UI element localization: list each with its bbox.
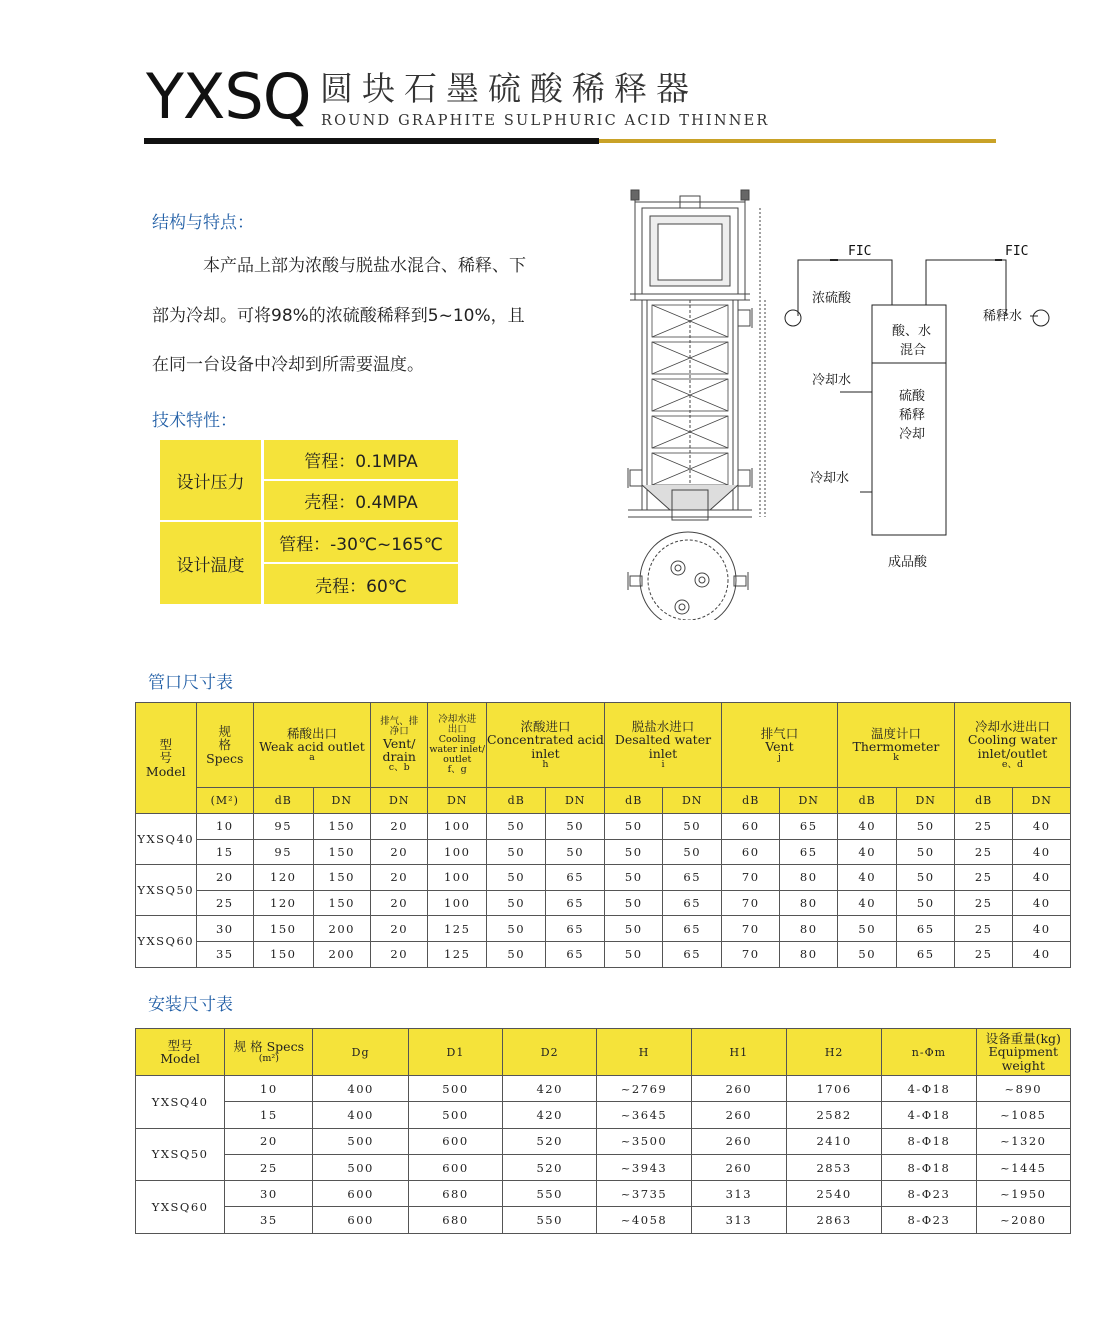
table-cell: 80 bbox=[780, 865, 837, 891]
table-cell: 30 bbox=[225, 1181, 313, 1207]
table-cell: 65 bbox=[663, 916, 722, 942]
table-cell: 125 bbox=[428, 916, 487, 942]
table-cell: 420 bbox=[503, 1076, 597, 1102]
table-cell: 125 bbox=[428, 941, 487, 967]
table-cell: 680 bbox=[408, 1181, 502, 1207]
table-cell: 8-Φ23 bbox=[882, 1207, 976, 1233]
sub-header: dB bbox=[954, 788, 1013, 814]
table-cell: 600 bbox=[408, 1128, 502, 1154]
table-row bbox=[136, 1128, 1071, 1154]
table-cell: ~3735 bbox=[597, 1181, 691, 1207]
install-header-h2: H2 bbox=[786, 1029, 881, 1076]
install-header-dg: Dg bbox=[313, 1029, 408, 1076]
box-label-3: 冷却 bbox=[899, 427, 926, 442]
table-cell: 40 bbox=[837, 839, 897, 865]
table-cell: 50 bbox=[604, 890, 663, 916]
sub-header: dB bbox=[837, 788, 897, 814]
table-cell: 65 bbox=[897, 916, 954, 942]
table-cell: 80 bbox=[780, 890, 837, 916]
sub-header: DN bbox=[313, 788, 370, 814]
table-cell: 150 bbox=[313, 865, 370, 891]
table-cell: 4-Φ18 bbox=[882, 1076, 976, 1102]
table-row bbox=[136, 814, 1071, 840]
table-cell: 550 bbox=[503, 1207, 597, 1233]
pressure-shell: 壳程：0.4MPA bbox=[264, 481, 458, 520]
table-cell: 65 bbox=[546, 865, 605, 891]
table-cell: 50 bbox=[486, 814, 546, 840]
table-cell: 15 bbox=[196, 839, 253, 865]
table-cell: 80 bbox=[780, 941, 837, 967]
table-row bbox=[136, 1207, 1071, 1233]
model-cell: YXSQ50 bbox=[136, 1128, 225, 1181]
table-cell: 550 bbox=[503, 1181, 597, 1207]
table-cell: 680 bbox=[408, 1207, 502, 1233]
model-cell: YXSQ40 bbox=[136, 1076, 225, 1129]
table-cell: 4-Φ18 bbox=[882, 1102, 976, 1128]
fic-label-2: FIC bbox=[1005, 244, 1029, 259]
table-cell: 600 bbox=[313, 1181, 408, 1207]
table-cell: 313 bbox=[691, 1181, 786, 1207]
fic-label-1: FIC bbox=[848, 244, 872, 259]
tech-spec-box bbox=[160, 440, 458, 604]
install-header-h1: H1 bbox=[691, 1029, 786, 1076]
install-header-model: 型号 Model bbox=[136, 1029, 225, 1076]
table-cell: 50 bbox=[604, 916, 663, 942]
pressure-label: 设计压力 bbox=[160, 440, 261, 520]
table-cell: 120 bbox=[254, 890, 314, 916]
header-conc-acid: 浓酸进口 Concentrated acid inlet h bbox=[486, 703, 604, 788]
sub-header: DN bbox=[546, 788, 605, 814]
table-cell: 50 bbox=[837, 916, 897, 942]
table-cell: 50 bbox=[897, 839, 954, 865]
table-row bbox=[136, 890, 1071, 916]
table-cell: 65 bbox=[663, 941, 722, 967]
table-cell: 40 bbox=[837, 890, 897, 916]
table-cell: 95 bbox=[254, 839, 314, 865]
pressure-tube: 管程：0.1MPA bbox=[264, 440, 458, 479]
table-cell: 50 bbox=[663, 839, 722, 865]
install-header-d2: D2 bbox=[503, 1029, 597, 1076]
table-cell: 100 bbox=[428, 865, 487, 891]
table-cell: 20 bbox=[370, 839, 427, 865]
table-cell: 40 bbox=[837, 865, 897, 891]
table-cell: ~2080 bbox=[976, 1207, 1070, 1233]
install-header-n-phi: n-Φm bbox=[882, 1029, 976, 1076]
table-cell: 100 bbox=[428, 890, 487, 916]
table-cell: 150 bbox=[313, 814, 370, 840]
table-cell: 40 bbox=[1013, 839, 1071, 865]
table-cell: 120 bbox=[254, 865, 314, 891]
table-cell: ~1320 bbox=[976, 1128, 1070, 1154]
table-cell: 500 bbox=[313, 1154, 408, 1180]
header-specs-unit: (M²) bbox=[196, 788, 253, 814]
table-row bbox=[136, 1181, 1071, 1207]
table-cell: 60 bbox=[721, 839, 780, 865]
table-cell: 25 bbox=[196, 890, 253, 916]
table-cell: 70 bbox=[721, 865, 780, 891]
model-cell: YXSQ60 bbox=[136, 916, 197, 967]
product-acid-label: 成品酸 bbox=[888, 555, 928, 570]
table-cell: 65 bbox=[780, 814, 837, 840]
sub-header: DN bbox=[663, 788, 722, 814]
table-cell: 70 bbox=[721, 916, 780, 942]
install-table-body bbox=[136, 1076, 1071, 1234]
sub-header: DN bbox=[370, 788, 427, 814]
table-cell: 65 bbox=[897, 941, 954, 967]
table-cell: 40 bbox=[1013, 865, 1071, 891]
table-cell: 50 bbox=[486, 890, 546, 916]
table-cell: 40 bbox=[1013, 916, 1071, 942]
table-cell: 8-Φ18 bbox=[882, 1128, 976, 1154]
table-cell: 20 bbox=[196, 865, 253, 891]
table-cell: 65 bbox=[546, 941, 605, 967]
dilute-water-label: 稀释水 bbox=[983, 309, 1023, 324]
table-row bbox=[136, 839, 1071, 865]
install-header-h: H bbox=[597, 1029, 691, 1076]
header-vent-drain: 排气、排 净口 Vent/ drain c、b bbox=[370, 703, 427, 788]
table-cell: 70 bbox=[721, 890, 780, 916]
column-drawing bbox=[628, 190, 765, 620]
product-code: YXSQ bbox=[146, 60, 311, 133]
table-cell: 8-Φ18 bbox=[882, 1154, 976, 1180]
table-cell: 25 bbox=[954, 814, 1013, 840]
table-cell: 50 bbox=[486, 865, 546, 891]
nozzle-table bbox=[135, 702, 1071, 968]
install-header-weight: 设备重量(kg) Equipment weight bbox=[976, 1029, 1070, 1076]
table-cell: 35 bbox=[225, 1207, 313, 1233]
table-cell: 50 bbox=[897, 814, 954, 840]
header-thermometer: 温度计口 Thermometer k bbox=[837, 703, 954, 788]
table-cell: 400 bbox=[313, 1076, 408, 1102]
table-cell: 50 bbox=[546, 839, 605, 865]
table-cell: ~4058 bbox=[597, 1207, 691, 1233]
table-cell: 25 bbox=[954, 890, 1013, 916]
mix-label-2: 混合 bbox=[900, 343, 927, 358]
model-cell: YXSQ60 bbox=[136, 1181, 225, 1234]
table-cell: 600 bbox=[408, 1154, 502, 1180]
table-cell: 20 bbox=[370, 916, 427, 942]
table-cell: 50 bbox=[486, 916, 546, 942]
table-cell: 260 bbox=[691, 1128, 786, 1154]
header-specs: 规 格 Specs bbox=[196, 703, 253, 788]
table-cell: 100 bbox=[428, 814, 487, 840]
table-cell: 50 bbox=[897, 890, 954, 916]
table-cell: 50 bbox=[604, 941, 663, 967]
temp-tube: 管程：-30℃~165℃ bbox=[264, 522, 458, 562]
features-line-2: 部为冷却。可将98%的浓硫酸稀释到5~10%，且 bbox=[152, 306, 525, 326]
table-cell: 600 bbox=[313, 1207, 408, 1233]
table-cell: 50 bbox=[604, 865, 663, 891]
table-cell: 50 bbox=[837, 941, 897, 967]
table-cell: 60 bbox=[721, 814, 780, 840]
table-cell: ~1085 bbox=[976, 1102, 1070, 1128]
table-cell: 500 bbox=[313, 1128, 408, 1154]
table-cell: 65 bbox=[546, 890, 605, 916]
table-cell: 2863 bbox=[786, 1207, 881, 1233]
table-cell: 260 bbox=[691, 1102, 786, 1128]
model-cell: YXSQ50 bbox=[136, 865, 197, 916]
nozzle-table-heading: 管口尺寸表 bbox=[148, 673, 233, 693]
table-cell: 65 bbox=[663, 865, 722, 891]
table-cell: 200 bbox=[313, 941, 370, 967]
table-cell: ~3943 bbox=[597, 1154, 691, 1180]
table-cell: 150 bbox=[313, 839, 370, 865]
table-cell: 2582 bbox=[786, 1102, 881, 1128]
table-cell: ~2769 bbox=[597, 1076, 691, 1102]
table-cell: 260 bbox=[691, 1076, 786, 1102]
table-cell: 25 bbox=[954, 839, 1013, 865]
table-cell: 100 bbox=[428, 839, 487, 865]
table-cell: 80 bbox=[780, 916, 837, 942]
title-chinese: 圆块石墨硫酸稀释器 bbox=[320, 69, 698, 108]
table-row bbox=[136, 1076, 1071, 1102]
table-cell: 500 bbox=[408, 1102, 502, 1128]
box-label-1: 硫酸 bbox=[899, 389, 926, 404]
table-cell: 50 bbox=[486, 941, 546, 967]
table-cell: 50 bbox=[604, 814, 663, 840]
install-table-heading: 安装尺寸表 bbox=[148, 995, 233, 1015]
table-cell: 25 bbox=[225, 1154, 313, 1180]
table-cell: 260 bbox=[691, 1154, 786, 1180]
table-cell: 20 bbox=[370, 814, 427, 840]
cooling-water-out-label: 冷却水 bbox=[812, 373, 852, 388]
header-cooling-water: 冷却水进出口 Cooling water inlet/outlet e、d bbox=[954, 703, 1070, 788]
table-row bbox=[136, 1102, 1071, 1128]
table-cell: ~890 bbox=[976, 1076, 1070, 1102]
table-cell: 50 bbox=[897, 865, 954, 891]
table-cell: ~3645 bbox=[597, 1102, 691, 1128]
table-cell: 40 bbox=[1013, 941, 1071, 967]
header-cooling: 冷却水进 出口 Cooling water inlet/ outlet f、g bbox=[428, 703, 487, 788]
mix-label-1: 酸、水 bbox=[892, 324, 932, 339]
table-cell: 400 bbox=[313, 1102, 408, 1128]
header-weak-acid: 稀酸出口 Weak acid outlet a bbox=[254, 703, 371, 788]
tech-heading: 技术特性： bbox=[152, 411, 237, 431]
table-cell: 150 bbox=[313, 890, 370, 916]
box-label-2: 稀释 bbox=[899, 408, 926, 423]
table-cell: 420 bbox=[503, 1102, 597, 1128]
table-cell: 2540 bbox=[786, 1181, 881, 1207]
table-cell: 200 bbox=[313, 916, 370, 942]
sub-header: dB bbox=[604, 788, 663, 814]
table-cell: 50 bbox=[663, 814, 722, 840]
table-cell: 10 bbox=[196, 814, 253, 840]
table-cell: 500 bbox=[408, 1076, 502, 1102]
table-cell: 313 bbox=[691, 1207, 786, 1233]
table-row bbox=[136, 1154, 1071, 1180]
nozzle-table-body bbox=[136, 814, 1071, 968]
temp-shell: 壳程：60℃ bbox=[264, 564, 458, 604]
table-cell: 25 bbox=[954, 916, 1013, 942]
table-cell: 40 bbox=[1013, 890, 1071, 916]
features-heading: 结构与特点： bbox=[152, 213, 254, 233]
table-cell: ~1950 bbox=[976, 1181, 1070, 1207]
table-cell: 150 bbox=[254, 916, 314, 942]
table-cell: 50 bbox=[604, 839, 663, 865]
sub-header: dB bbox=[254, 788, 314, 814]
table-cell: 15 bbox=[225, 1102, 313, 1128]
table-cell: 25 bbox=[954, 865, 1013, 891]
table-cell: 70 bbox=[721, 941, 780, 967]
table-row bbox=[136, 941, 1071, 967]
table-cell: 1706 bbox=[786, 1076, 881, 1102]
table-cell: 20 bbox=[370, 941, 427, 967]
install-header-specs: 规 格 Specs (m²) bbox=[225, 1029, 313, 1076]
sub-header: DN bbox=[428, 788, 487, 814]
table-cell: 65 bbox=[546, 916, 605, 942]
conc-acid-label: 浓硫酸 bbox=[812, 291, 852, 306]
table-cell: 150 bbox=[254, 941, 314, 967]
table-cell: 20 bbox=[225, 1128, 313, 1154]
sub-header: dB bbox=[721, 788, 780, 814]
table-cell: 520 bbox=[503, 1128, 597, 1154]
table-cell: 2410 bbox=[786, 1128, 881, 1154]
table-cell: 10 bbox=[225, 1076, 313, 1102]
header-desalted: 脱盐水进口 Desalted water inlet i bbox=[604, 703, 721, 788]
model-cell: YXSQ40 bbox=[136, 814, 197, 865]
table-cell: ~1445 bbox=[976, 1154, 1070, 1180]
temp-label: 设计温度 bbox=[160, 522, 261, 604]
table-cell: 40 bbox=[1013, 814, 1071, 840]
header-rule-gold bbox=[599, 139, 996, 143]
table-cell: 95 bbox=[254, 814, 314, 840]
table-cell: 8-Φ23 bbox=[882, 1181, 976, 1207]
table-cell: ~3500 bbox=[597, 1128, 691, 1154]
title-english: ROUND GRAPHITE SULPHURIC ACID THINNER bbox=[321, 113, 770, 129]
features-line-1: 本产品上部为浓酸与脱盐水混合、稀释、下 bbox=[203, 256, 526, 276]
table-cell: 30 bbox=[196, 916, 253, 942]
sub-header: DN bbox=[1013, 788, 1071, 814]
table-cell: 50 bbox=[546, 814, 605, 840]
install-table bbox=[135, 1028, 1071, 1234]
table-cell: 65 bbox=[663, 890, 722, 916]
table-cell: 520 bbox=[503, 1154, 597, 1180]
sub-header: DN bbox=[897, 788, 954, 814]
table-cell: 35 bbox=[196, 941, 253, 967]
table-cell: 40 bbox=[837, 814, 897, 840]
table-cell: 2853 bbox=[786, 1154, 881, 1180]
table-row bbox=[136, 916, 1071, 942]
install-header-d1: D1 bbox=[408, 1029, 502, 1076]
cooling-water-in-label: 冷却水 bbox=[810, 471, 850, 486]
table-cell: 20 bbox=[370, 865, 427, 891]
header-model: 型 号 Model bbox=[136, 703, 197, 814]
header-vent: 排气口 Vent j bbox=[721, 703, 837, 788]
sub-header: DN bbox=[780, 788, 837, 814]
table-cell: 65 bbox=[780, 839, 837, 865]
sub-header: dB bbox=[486, 788, 546, 814]
table-row bbox=[136, 865, 1071, 891]
header-rule-black bbox=[144, 138, 599, 144]
table-cell: 20 bbox=[370, 890, 427, 916]
equipment-diagram bbox=[600, 180, 1070, 620]
features-line-3: 在同一台设备中冷却到所需要温度。 bbox=[152, 355, 424, 375]
table-cell: 25 bbox=[954, 941, 1013, 967]
table-cell: 50 bbox=[486, 839, 546, 865]
